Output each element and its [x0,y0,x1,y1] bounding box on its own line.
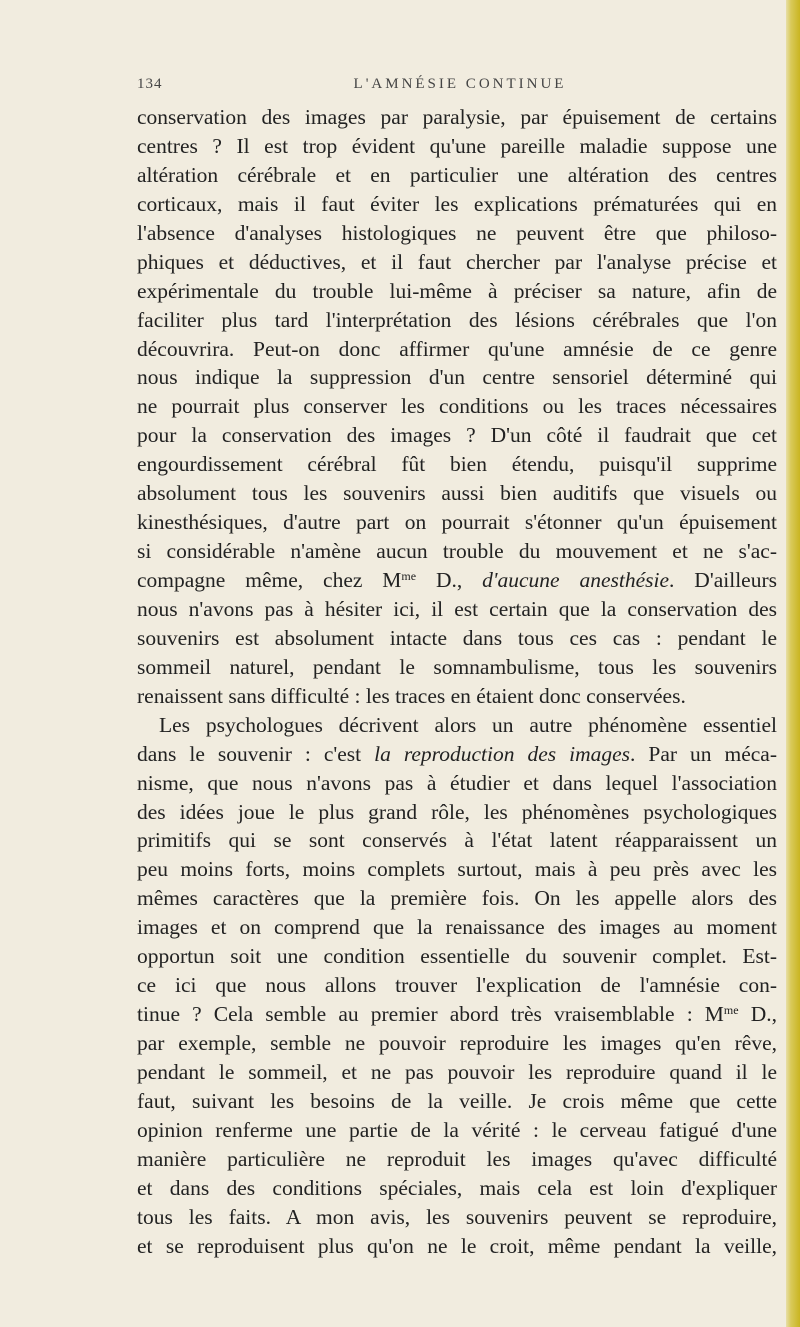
text-line [137,884,777,913]
text-line [137,190,777,219]
line-text: pendant le sommeil, et ne pas pouvoir les reproduire quand il le [137,1059,777,1084]
text-line [137,566,777,595]
text-line [137,595,777,624]
line-text: . Par un méca- [630,741,778,766]
line-text: phiques et déductives, et il faut chercher par l'analyse précise et [137,249,777,274]
text-line [137,335,777,364]
line-text: si considérable n'amène aucun trouble du mouvement et ne s'ac- [137,539,777,564]
text-line [137,537,777,566]
line-text: tinue ? Cela semble au premier abord très vraisemblable : M [137,1002,724,1027]
line-text: et dans des conditions spéciales, mais cela est loin d'expliquer [137,1175,777,1200]
line-text: dans le souvenir : c'est [137,741,375,766]
line-text: primitifs qui se sont conservés à l'état latent réapparaissent un [137,828,777,853]
text-line [137,653,777,682]
text-line [137,1232,777,1261]
line-text: compagne même, chez M [137,568,402,592]
text-line [137,132,777,161]
text-line [137,971,777,1000]
text-line [137,277,777,306]
line-text: manière particulière ne reproduit les images qu'avec difficulté [137,1146,777,1171]
line-text: renaissent sans difficulté : les traces en étaient donc conservées. [137,683,686,708]
line-text: centres ? Il est trop évident qu'une pareille maladie suppose une [137,133,777,158]
line-text: sommeil naturel, pendant le somnambulisme, tous les souvenirs [137,654,777,679]
line-text: nous indique la suppression d'un centre sensoriel déterminé qui [137,365,777,390]
running-header [137,76,783,96]
text-line [137,1174,777,1203]
text-line [137,103,777,132]
text-line [137,740,777,769]
text-line [137,306,777,335]
text-line [137,769,777,798]
line-text: et se reproduisent plus qu'on ne le croit, même pendant la veille, [137,1233,777,1258]
italic-text: la reproduction des images [374,741,631,766]
page-edge [786,0,800,1327]
line-text: souvenirs est absolument intacte dans tous ces cas : pendant le [137,625,777,650]
line-text: Les psychologues décrivent alors un autre phénomène essentiel [159,712,777,737]
superscript: me [723,1003,739,1018]
line-text: corticaux, mais il faut éviter les explications prématurées qui en [137,191,777,216]
line-text: faciliter plus tard l'interprétation des lésions cérébrales que l'on [137,307,777,332]
italic-text: d'aucune anesthésie [482,568,670,592]
text-line [137,508,777,537]
text-line [137,913,777,942]
text-line [137,942,777,971]
line-text: par exemple, semble ne pouvoir reproduire les images qu'en rêve, [137,1031,777,1055]
line-text: absolument tous les souvenirs aussi bien auditifs que visuels ou [137,481,777,506]
line-text: opinion renferme une partie de la vérité : le cerveau fatigué d'une [137,1117,777,1142]
running-title: L'AMNÉSIE CONTINUE [353,76,567,92]
line-text: images et on comprend que la renaissance des images au moment [137,915,777,940]
text-line [137,479,777,508]
line-text: mêmes caractères que la première fois. On les appelle alors des [137,886,777,911]
line-text: découvrira. Peut-on donc affirmer qu'une amnésie de ce genre [137,336,777,361]
text-line [137,798,777,827]
text-line [137,1203,777,1232]
line-text: conservation des images par paralysie, par épuisement de certains [137,105,777,129]
line-text: altération cérébrale et en particulier une altération des centres [137,162,777,187]
text-line [137,450,777,479]
body-text [137,103,777,1261]
text-line [137,219,777,248]
line-text: kinesthésiques, d'autre part on pourrait s'étonner qu'un épuisement [137,510,777,535]
superscript: me [401,569,417,583]
line-text: nisme, que nous n'avons pas à étudier et dans lequel l'association [137,770,777,795]
line-text: opportun soit une condition essentielle du souvenir complet. Est- [137,944,777,969]
line-text: pour la conservation des images ? D'un côté il faudrait que cet [137,423,777,448]
page-number: 134 [137,76,163,92]
line-text: . D'ailleurs [669,568,777,592]
text-line [137,826,777,855]
line-text: tous les faits. A mon avis, les souvenirs peuvent se reproduire, [137,1204,777,1229]
line-text: ne pourrait plus conserver les conditions ou les traces nécessaires [137,394,777,419]
text-line [137,1116,777,1145]
line-text: ce ici que nous allons trouver l'explication de l'amnésie con- [137,973,777,998]
text-line [137,1087,777,1116]
text-line [137,161,777,190]
line-text: D., [416,568,483,592]
text-line [137,711,777,740]
text-line [137,421,777,450]
text-line [137,1000,777,1029]
text-line [137,1058,777,1087]
line-text: faut, suivant les besoins de la veille. Je crois même que cette [137,1088,777,1113]
line-text: engourdissement cérébral fût bien étendu, puisqu'il supprime [137,452,777,477]
line-text: des idées joue le plus grand rôle, les phénomènes psychologiques [137,799,777,824]
text-line [137,392,777,421]
text-line [137,624,777,653]
line-text: peu moins forts, moins complets surtout, mais à peu près avec les [137,857,777,882]
text-line [137,855,777,884]
line-text: nous n'avons pas à hésiter ici, il est certain que la conservation des [137,596,777,621]
line-text: l'absence d'analyses histologiques ne peuvent être que philoso- [137,220,777,245]
line-text: expérimentale du trouble lui-même à préciser sa nature, afin de [137,278,777,303]
line-text: D., [738,1002,777,1027]
text-line [137,1145,777,1174]
text-line [137,248,777,277]
text-line [137,1029,777,1058]
text-line [137,682,777,711]
text-line [137,363,777,392]
